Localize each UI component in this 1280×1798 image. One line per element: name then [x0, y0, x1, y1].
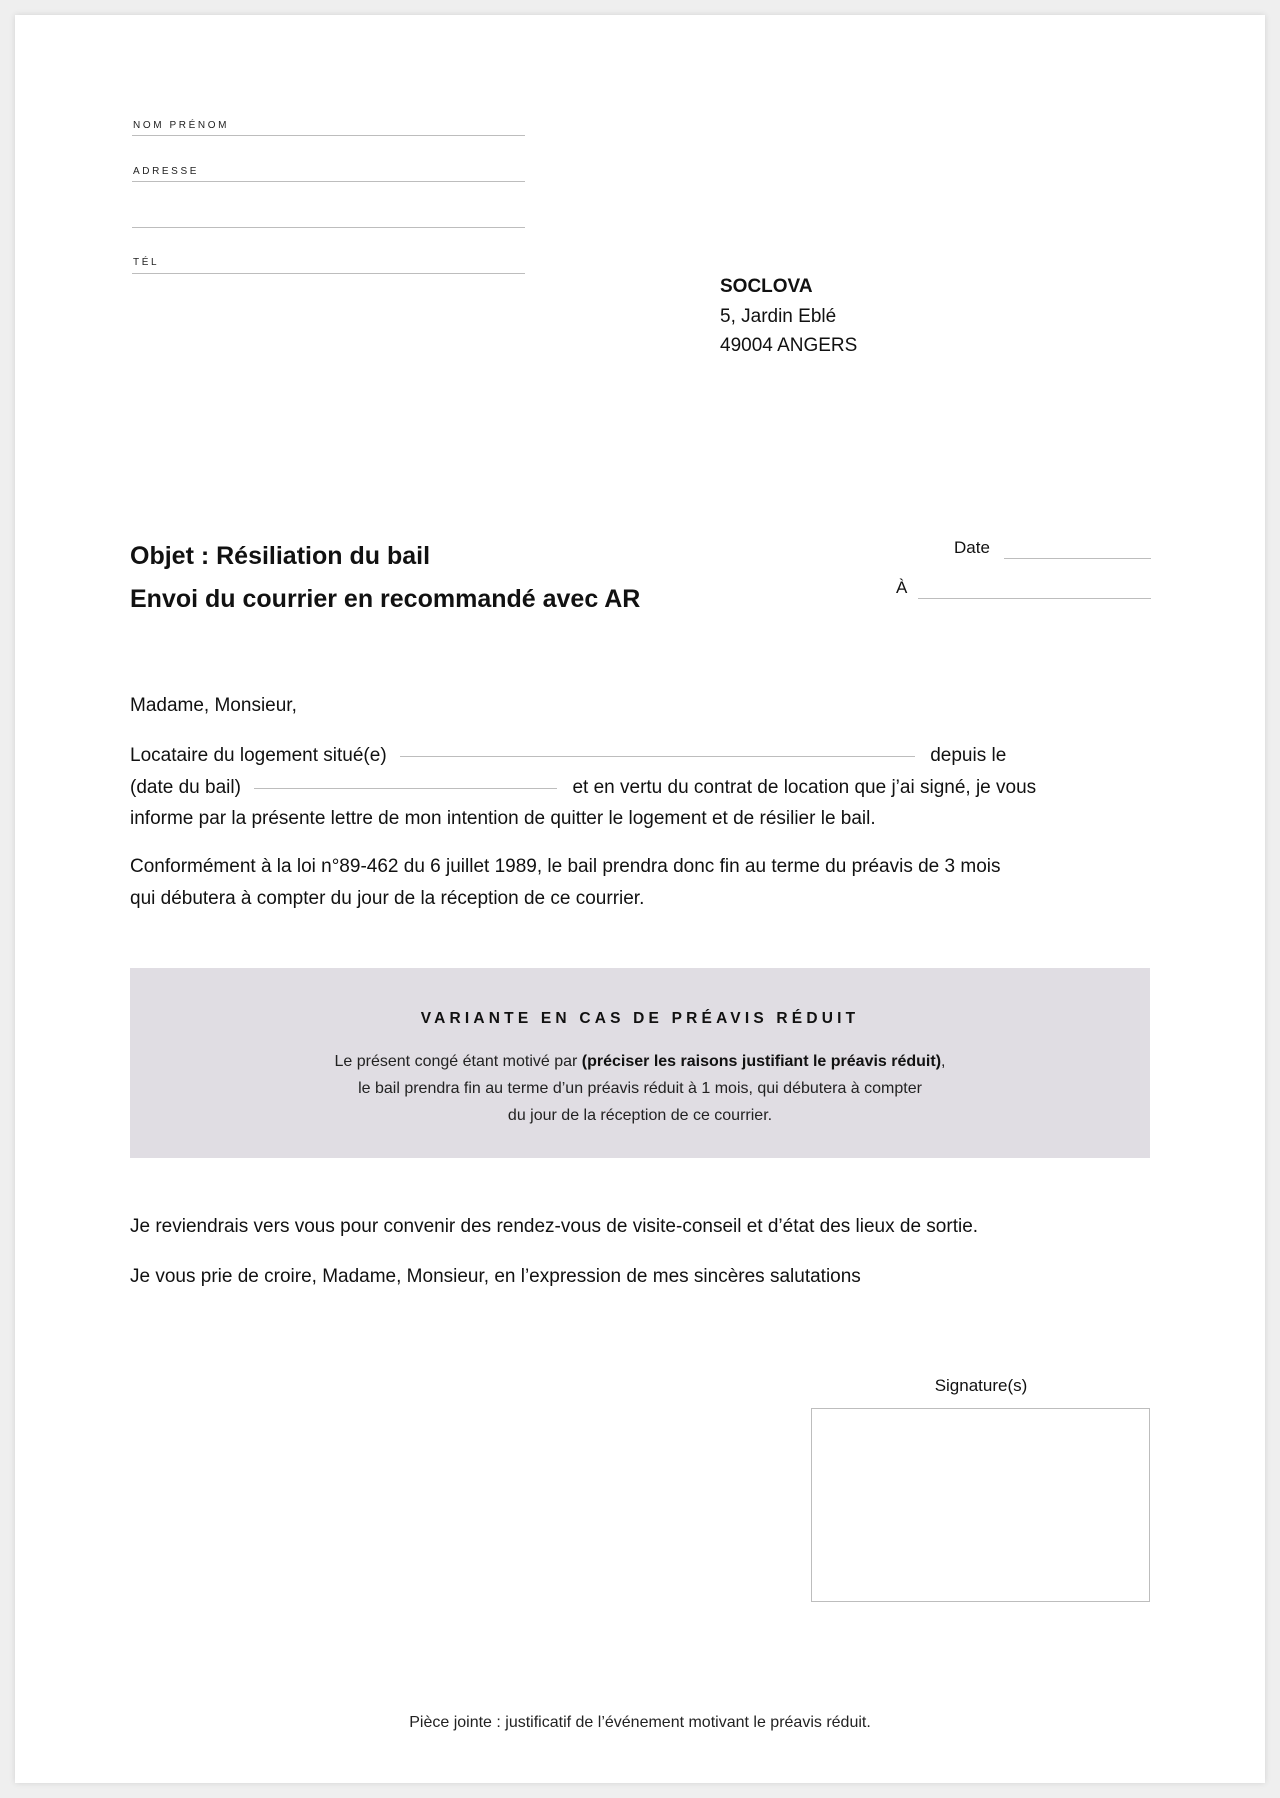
variant-line1-post: ,	[941, 1053, 946, 1070]
signature-label: Signature(s)	[934, 1376, 1028, 1395]
lease-location-field[interactable]	[400, 756, 915, 757]
salutation: Madame, Monsieur,	[130, 695, 297, 716]
letter-object	[130, 535, 640, 621]
paragraph-lease-line2	[130, 772, 1150, 804]
paragraph-visit: Je reviendrais vers vous pour convenir des rendez-vous de visite-conseil et d’état des lieux de sortie.	[130, 1216, 979, 1237]
lease-since-text: depuis le	[930, 745, 1007, 766]
attachment-note: Pièce jointe : justificatif de l’événement motivant le préavis réduit.	[409, 1714, 871, 1731]
paragraph-lease-line3: informe par la présente lettre de mon intention de quitter le logement et de résilier le bail.	[130, 808, 876, 829]
lease-location-text: Locataire du logement situé(e)	[130, 745, 387, 766]
sender-name-label: NOM PRÉNOM	[133, 120, 229, 131]
recipient-org: SOCLOVA	[720, 276, 813, 297]
variant-line1	[130, 1048, 1150, 1075]
date-label: Date	[954, 538, 990, 557]
lease-contract-text: et en vertu du contrat de location que j’ai signé, je vous	[572, 776, 1037, 798]
lease-date-field[interactable]	[254, 788, 557, 789]
sender-phone-label: TÉL	[133, 257, 160, 268]
signature-box[interactable]	[811, 1408, 1150, 1602]
place-label: À	[896, 578, 908, 597]
paragraph-law-line1: Conformément à la loi n°89-462 du 6 juillet 1989, le bail prendra donc fin au terme du préavis de 3 mois	[130, 856, 1001, 877]
lease-date-text: (date du bail)	[130, 776, 241, 798]
recipient-address	[720, 272, 857, 361]
variant-line1-bold: (préciser les raisons justifiant le préavis réduit)	[581, 1053, 942, 1070]
variant-line3: du jour de la réception de ce courrier.	[507, 1107, 773, 1124]
sender-phone-field[interactable]	[132, 273, 525, 274]
sender-address-field-line2[interactable]	[132, 227, 525, 228]
paragraph-lease	[130, 740, 1150, 835]
object-subtitle: Envoi du courrier en recommandé avec AR	[130, 585, 641, 613]
variant-text	[130, 1048, 1150, 1129]
sender-name-field[interactable]	[132, 135, 525, 136]
variant-box	[130, 968, 1150, 1158]
variant-title: VARIANTE EN CAS DE PRÉAVIS RÉDUIT	[420, 1010, 860, 1027]
sender-address-label: ADRESSE	[133, 166, 199, 177]
recipient-street: 5, Jardin Eblé	[720, 305, 837, 327]
object-title: Objet : Résiliation du bail	[130, 542, 431, 570]
paragraph-law	[130, 851, 1150, 914]
sender-address-field[interactable]	[132, 181, 525, 182]
recipient-city: 49004 ANGERS	[720, 335, 858, 356]
place-field[interactable]	[918, 598, 1151, 599]
paragraph-law-line2: qui débutera à compter du jour de la réception de ce courrier.	[130, 887, 645, 909]
variant-line1-pre: Le présent congé étant motivé par	[334, 1053, 582, 1070]
date-field[interactable]	[1004, 558, 1151, 559]
paragraph-closing: Je vous prie de croire, Madame, Monsieur, en l’expression de mes sincères salutations	[130, 1266, 861, 1287]
paragraph-lease-line1	[130, 740, 1150, 772]
variant-line2: le bail prendra fin au terme d’un préavis réduit à 1 mois, qui débutera à compter	[358, 1080, 922, 1097]
